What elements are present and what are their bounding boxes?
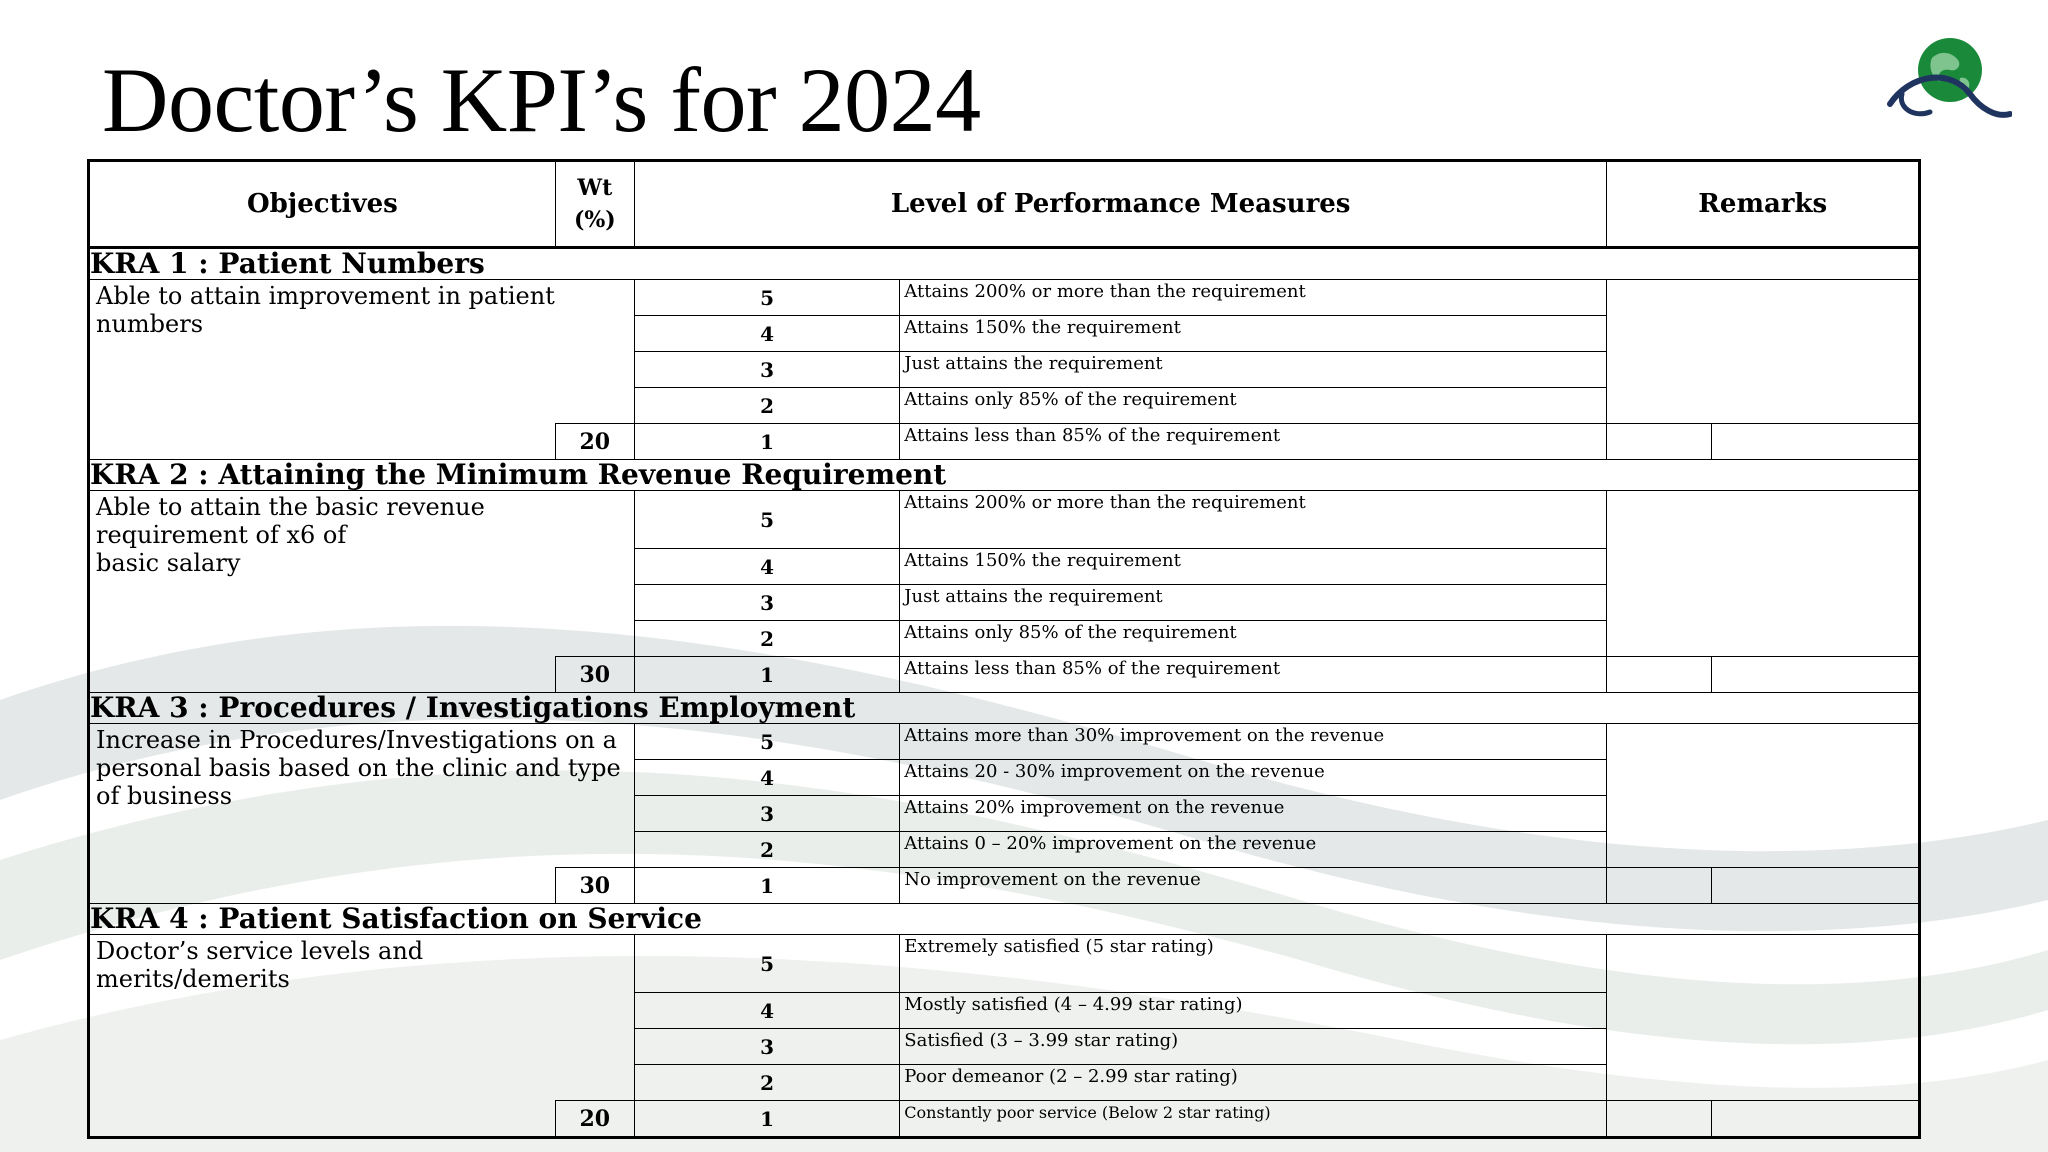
- score-value: 3: [634, 352, 899, 388]
- remarks-note-cell[interactable]: [1711, 657, 1919, 693]
- score-value: 2: [634, 832, 899, 868]
- remarks-score-cell[interactable]: [1607, 1101, 1711, 1138]
- measure-text: Attains only 85% of the requirement: [900, 388, 1607, 424]
- measure-text: Attains 200% or more than the requirement: [900, 491, 1607, 549]
- score-value: 1: [634, 424, 899, 460]
- kra-section-3: [89, 693, 1920, 904]
- objective-text: Able to attain the basic revenue requirement of x6 of basic salary: [89, 491, 635, 657]
- kra-title: KRA 1 : Patient Numbers: [89, 248, 1920, 280]
- remarks-note-cell[interactable]: [1711, 424, 1919, 460]
- remarks-note-cell[interactable]: [1711, 1101, 1919, 1138]
- score-value: 2: [634, 1065, 899, 1101]
- page-title: Doctor’s KPI’s for 2024: [102, 49, 981, 151]
- measures-header: Level of Performance Measures: [634, 161, 1607, 248]
- measure-text: Satisfied (3 – 3.99 star rating): [900, 1029, 1607, 1065]
- objective-spacer: [89, 657, 556, 693]
- score-value: 1: [634, 1101, 899, 1138]
- measure-text: Attains 20% improvement on the revenue: [900, 796, 1607, 832]
- objective-spacer: [89, 868, 556, 904]
- measure-text: Poor demeanor (2 – 2.99 star rating): [900, 1065, 1607, 1101]
- remarks-cell[interactable]: [1607, 280, 1920, 424]
- objectives-header: Objectives: [89, 161, 556, 248]
- objective-spacer: [89, 1101, 556, 1138]
- score-value: 5: [634, 724, 899, 760]
- remarks-score-cell[interactable]: [1607, 657, 1711, 693]
- score-value: 3: [634, 1029, 899, 1065]
- score-value: 4: [634, 549, 899, 585]
- measure-text: No improvement on the revenue: [900, 868, 1607, 904]
- remarks-cell[interactable]: [1607, 935, 1920, 1101]
- remarks-score-cell[interactable]: [1607, 424, 1711, 460]
- remarks-cell[interactable]: [1607, 491, 1920, 657]
- weight-value: 20: [555, 424, 634, 460]
- kra-section-1: [89, 248, 1920, 460]
- measure-text: Attains 0 – 20% improvement on the revenue: [900, 832, 1607, 868]
- globe-q-logo-icon: [1880, 34, 2012, 124]
- score-value: 1: [634, 868, 899, 904]
- score-value: 4: [634, 316, 899, 352]
- kpi-table: [87, 159, 1921, 1139]
- score-value: 5: [634, 935, 899, 993]
- weight-header: Wt (%): [555, 161, 634, 248]
- kra-title: KRA 2 : Attaining the Minimum Revenue Requirement: [89, 460, 1920, 491]
- score-value: 3: [634, 585, 899, 621]
- kra-title: KRA 4 : Patient Satisfaction on Service: [89, 904, 1920, 935]
- measure-text: Attains less than 85% of the requirement: [900, 657, 1607, 693]
- score-value: 2: [634, 388, 899, 424]
- remarks-note-cell[interactable]: [1711, 868, 1919, 904]
- score-value: 4: [634, 760, 899, 796]
- objective-text: Able to attain improvement in patient numbers: [89, 280, 635, 424]
- remarks-score-cell[interactable]: [1607, 868, 1711, 904]
- kra-section-4: [89, 904, 1920, 1138]
- weight-value: 20: [555, 1101, 634, 1138]
- measure-text: Just attains the requirement: [900, 585, 1607, 621]
- measure-text: Attains 150% the requirement: [900, 549, 1607, 585]
- kra-section-2: [89, 460, 1920, 693]
- measure-text: Attains 150% the requirement: [900, 316, 1607, 352]
- measure-text: Mostly satisfied (4 – 4.99 star rating): [900, 993, 1607, 1029]
- weight-value: 30: [555, 657, 634, 693]
- remarks-header: Remarks: [1607, 161, 1920, 248]
- objective-text: Increase in Procedures/Investigations on a personal basis based on the clinic and type of business: [89, 724, 635, 868]
- weight-value: 30: [555, 868, 634, 904]
- kra-title: KRA 3 : Procedures / Investigations Employment: [89, 693, 1920, 724]
- score-value: 5: [634, 491, 899, 549]
- score-value: 3: [634, 796, 899, 832]
- objective-text: Doctor’s service levels and merits/demerits: [89, 935, 635, 1101]
- remarks-cell[interactable]: [1607, 724, 1920, 868]
- score-value: 1: [634, 657, 899, 693]
- measure-text: Extremely satisfied (5 star rating): [900, 935, 1607, 993]
- measure-text: Attains less than 85% of the requirement: [900, 424, 1607, 460]
- score-value: 4: [634, 993, 899, 1029]
- score-value: 5: [634, 280, 899, 316]
- measure-text: Attains more than 30% improvement on the revenue: [900, 724, 1607, 760]
- measure-text: Attains 20 - 30% improvement on the revenue: [900, 760, 1607, 796]
- score-value: 2: [634, 621, 899, 657]
- measure-text: Attains only 85% of the requirement: [900, 621, 1607, 657]
- objective-spacer: [89, 424, 556, 460]
- measure-text: Constantly poor service (Below 2 star rating): [900, 1101, 1607, 1138]
- measure-text: Just attains the requirement: [900, 352, 1607, 388]
- measure-text: Attains 200% or more than the requirement: [900, 280, 1607, 316]
